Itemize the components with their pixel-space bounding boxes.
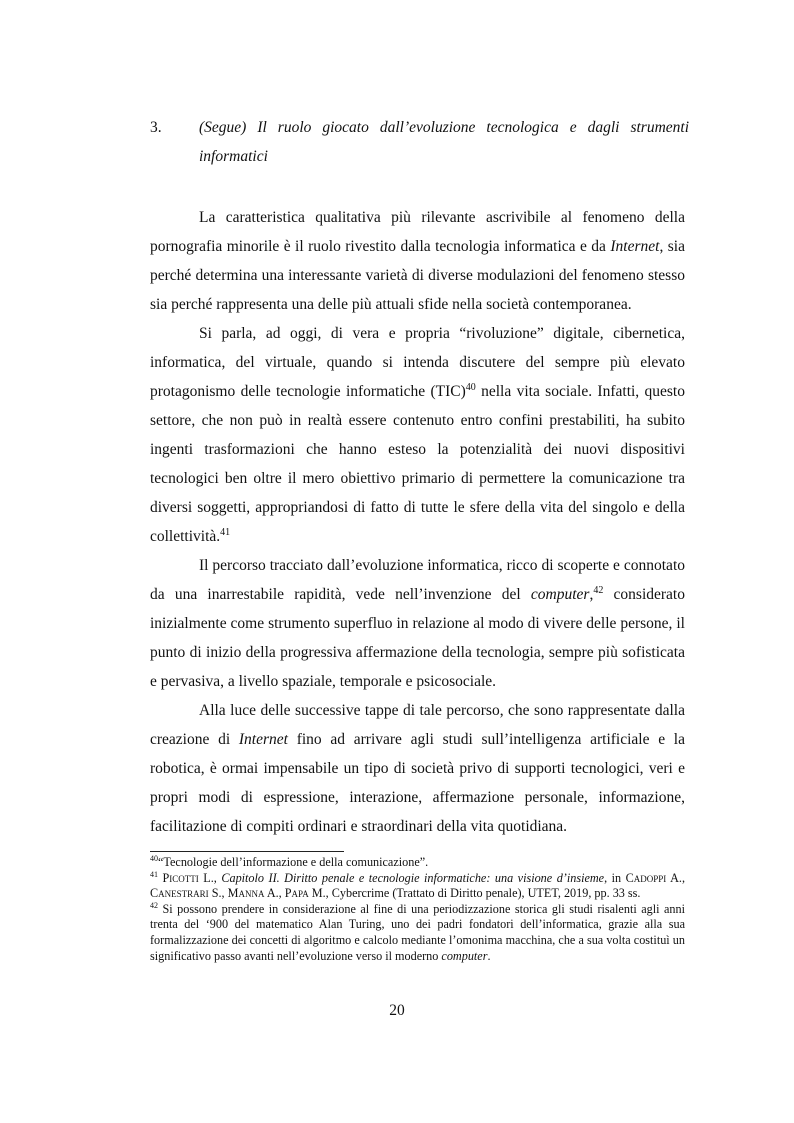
text: Il percorso tracciato dall’evoluzione informatica, ricco di scoperte e connotato da una inarrestabile rapidità, vede nell’invenzione del [150,557,685,603]
footnote-number: 40 [150,853,158,863]
paragraph-4 [150,696,685,841]
footnote-text: Si possono prendere in considerazione al fine di una periodizzazione storica gli studi risalenti agli anni trenta del ‘900 del matematico Alan Turing, uno dei padri fondatori dell’informatica, grazie alla sua formalizzazione dei concetti di algoritmo e calcolo mediante l’omonima macchina, che a sua volta costituì un significativo passo avanti nell’evoluzione verso il moderno [150,901,685,963]
text: L., [198,870,222,885]
author-name: Picotti [162,870,199,885]
section-title-line2: informatici [199,148,268,165]
italic-term: Internet [610,238,660,255]
footnote-separator [150,851,344,852]
italic-term: computer [441,948,488,963]
text: fino ad arrivare agli studi sull’intelligenza artificiale e la robotica, è ormai impensabile un tipo di società privo di supporti tecnologici, veri e propri modi di espressione, interazione, affermazione personale, informazione, facilitazione di compiti ordinari e straordinari della vita quotidiana. [150,731,685,835]
text: considerato inizialmente come strumento superfluo in relazione al modo di vivere delle persone, il punto di inizio della progressiva affermazione della tecnologia, sempre più sofisticata e pervasiva, a livello spaziale, temporale e psicosociale. [150,586,685,690]
cited-title: Capitolo II. Diritto penale e tecnologie informatiche: una visione d’insieme [221,870,605,885]
page-number: 20 [389,1002,405,1019]
text: S., [208,886,228,901]
footnote-42 [150,902,685,964]
author-name: Canestrari [150,886,209,901]
footnote-text: “Tecnologie dell’informazione e della comunicazione”. [158,855,429,869]
text: . [487,948,491,963]
paragraph-3 [150,551,685,696]
text: Alla luce delle successive tappe di tale percorso, che sono rappresentate dalla creazione di [150,702,685,748]
paragraph-1 [150,203,685,319]
text: A., [666,870,685,885]
footnotes [150,855,685,964]
author-name: Manna [227,886,265,901]
text: , in [604,870,626,885]
footnote-number: 41 [150,869,158,879]
body-text [150,203,685,841]
text: , sia perché determina una interessante varietà di diverse modulazioni del fenomeno stesso sia perché rappresenta una delle più attuali sfide nella società contemporanea. [150,238,685,313]
section-number: 3. [150,119,162,136]
section-title [199,113,689,171]
footnote-number: 42 [150,900,158,910]
text: A., [264,886,285,901]
footnote-ref-40[interactable]: 40 [465,381,476,393]
text: nella vita sociale. Infatti, questo settore, che non può in realtà essere contenuto entro confini prestabiliti, ha subito ingenti trasformazioni che hanno esteso la potenzialità dei nuovi dispositivi tecnologici ben oltre il mero obiettivo primario di permettere la comunicazione tra diversi soggetti, appropriandosi di fatto di tutte le sfere della vita del singolo e della collettività. [150,383,685,545]
author-name: Papa [284,886,309,901]
footnote-40 [150,855,685,871]
italic-term: computer [530,586,590,603]
text: M., Cybercrime (Trattato di Diritto penale), UTET, 2019, pp. 33 ss. [308,886,641,901]
paragraph-2 [150,319,685,551]
footnote-ref-41[interactable]: 41 [220,526,231,538]
italic-term: Internet [238,731,288,748]
text: , [589,586,594,603]
text: La caratteristica qualitativa più rilevante ascrivibile al fenomeno della pornografia minorile è il ruolo rivestito dalla tecnologia informatica e da [150,209,685,255]
author-name: Cadoppi [625,870,667,885]
footnote-ref-42[interactable]: 42 [593,584,604,596]
footnote-41 [150,871,685,902]
text: Si parla, ad oggi, di vera e propria “rivoluzione” digitale, cibernetica, informatica, del virtuale, quando si intenda discutere del sempre più elevato protagonismo delle tecnologie informatiche (TIC) [150,325,685,400]
section-title-line1: (Segue) Il ruolo giocato dall’evoluzione tecnologica e dagli strumenti [199,119,689,136]
